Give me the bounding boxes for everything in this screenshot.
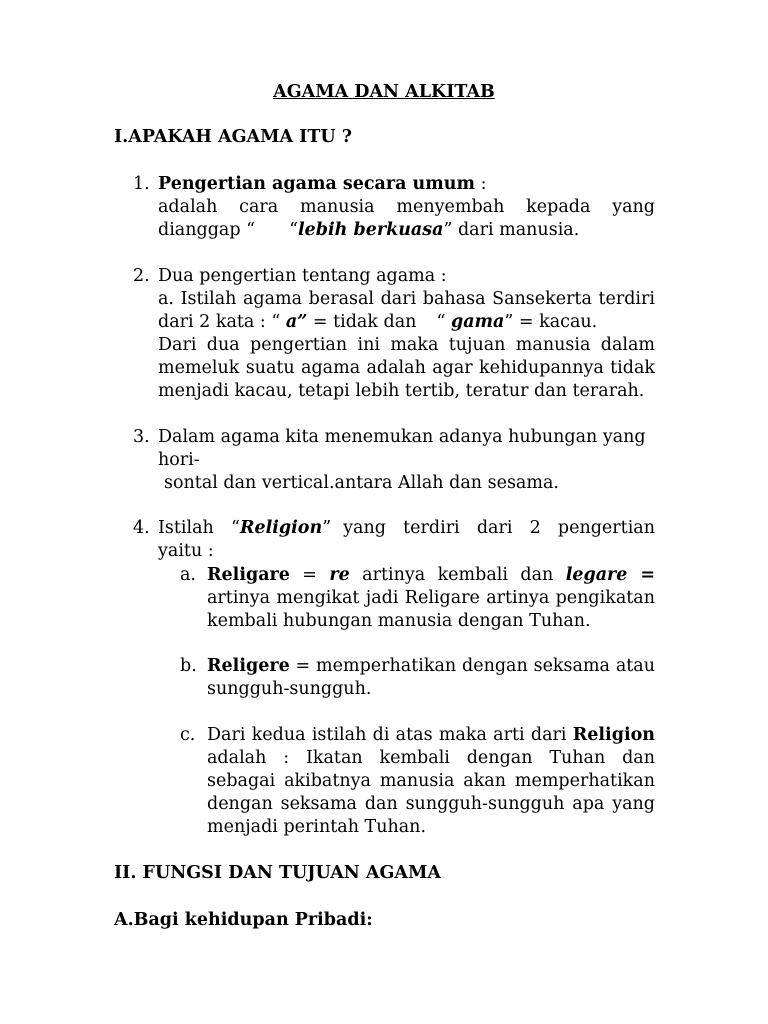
sub-item-c bbox=[180, 724, 655, 839]
item-line: memeluk suatu agama adalah agar kehidupannya tidak bbox=[158, 358, 655, 378]
item-line: dianggap “ “lebih berkuasa” dari manusia. bbox=[158, 220, 580, 240]
item-line: hori- bbox=[158, 450, 200, 470]
item-line: yaitu : bbox=[158, 541, 214, 561]
emphasis-text: Religion bbox=[239, 518, 323, 538]
sub-item-label: b. bbox=[180, 656, 197, 676]
document-title: AGAMA DAN ALKITAB bbox=[273, 82, 495, 102]
section-heading-2: II. FUNGSI DAN TUJUAN AGAMA bbox=[114, 863, 441, 883]
item-line: Dari kedua istilah di atas maka arti dari Religion bbox=[207, 725, 655, 745]
sub-item-a bbox=[180, 564, 655, 633]
item-line: Istilah “Religion” yang terdiri dari 2 pengertian bbox=[158, 518, 655, 538]
item-line: Dalam agama kita menemukan adanya hubungan yang bbox=[158, 427, 646, 447]
list-number: 2. bbox=[133, 266, 150, 286]
section-heading-1: I.APAKAH AGAMA ITU ? bbox=[114, 127, 352, 147]
item-line: a. Istilah agama berasal dari bahasa Sansekerta terdiri bbox=[158, 289, 655, 309]
emphasis-text: lebih berkuasa bbox=[298, 220, 444, 240]
list-item-2 bbox=[133, 265, 655, 403]
item-line: sontal dan vertical.antara Allah dan sesama. bbox=[164, 473, 559, 493]
item-line: sebagai akibatnya manusia akan memperhatikan bbox=[207, 771, 655, 791]
item-line: Dari dua pengertian ini maka tujuan manusia dalam bbox=[158, 335, 655, 355]
emphasis-text: a” bbox=[285, 312, 308, 332]
term-bold: Religere bbox=[207, 656, 290, 676]
item-line: Pengertian agama secara umum : bbox=[158, 174, 487, 194]
item-line: artinya mengikat jadi Religare artinya pengikatan bbox=[207, 588, 655, 608]
list-number: 4. bbox=[133, 518, 150, 538]
list-item-4 bbox=[133, 517, 655, 563]
item-line: adalah cara manusia menyembah kepada yang bbox=[158, 197, 655, 217]
list-item-3 bbox=[133, 426, 655, 495]
item-line: dengan seksama dan sungguh-sungguh apa yang bbox=[207, 794, 655, 814]
item-line: sungguh-sungguh. bbox=[207, 679, 372, 699]
term-bold: Religion bbox=[572, 725, 655, 745]
item-line: Dua pengertian tentang agama : bbox=[158, 266, 447, 286]
term-bold: Religare bbox=[207, 565, 290, 585]
emphasis-text: gama bbox=[450, 312, 505, 332]
sub-item-label: c. bbox=[180, 725, 196, 745]
list-number: 1. bbox=[133, 174, 150, 194]
list-item-1 bbox=[133, 173, 655, 242]
emphasis-text: legare bbox=[565, 565, 628, 585]
term-bold: Pengertian agama secara umum bbox=[158, 174, 475, 194]
subsection-heading: A.Bagi kehidupan Pribadi: bbox=[114, 910, 373, 930]
emphasis-text: re bbox=[329, 565, 350, 585]
item-line: menjadi perintah Tuhan. bbox=[207, 817, 427, 837]
item-line: Religere = memperhatikan dengan seksama atau bbox=[207, 656, 655, 676]
sub-item-b bbox=[180, 655, 655, 701]
item-line: dari 2 kata : “ a” = tidak dan “ gama” = kacau. bbox=[158, 312, 598, 332]
sub-item-label: a. bbox=[180, 565, 196, 585]
item-line: kembali hubungan manusia dengan Tuhan. bbox=[207, 611, 591, 631]
item-line: adalah : Ikatan kembali dengan Tuhan dan bbox=[207, 748, 655, 768]
item-line: Religare = re artinya kembali dan legare = bbox=[207, 565, 656, 585]
list-number: 3. bbox=[133, 427, 150, 447]
item-line: menjadi kacau, tetapi lebih tertib, teratur dan terarah. bbox=[158, 381, 645, 401]
